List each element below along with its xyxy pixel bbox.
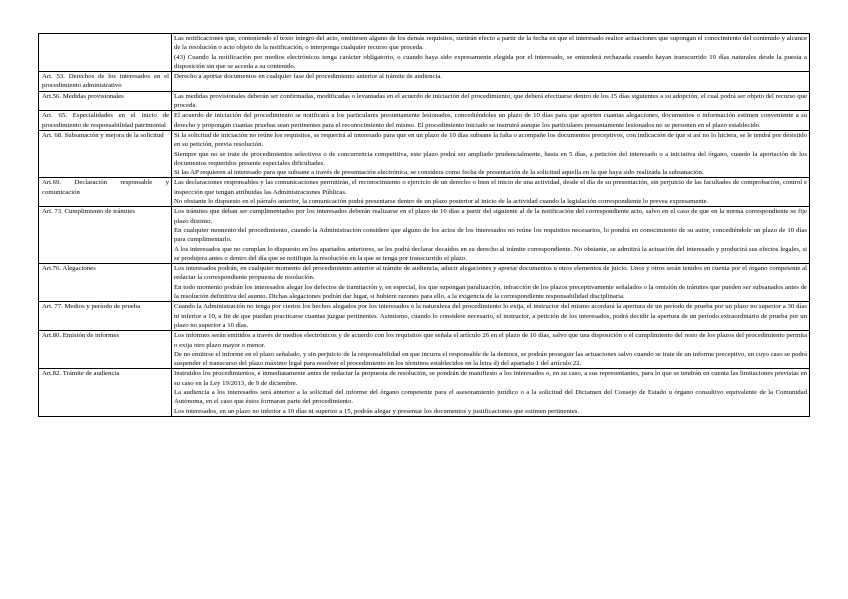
- paragraph: El acuerdo de iniciación del procedimiento se notificará a los particulares presuntamente lesionados, concediéndoles un plazo de 10 días para que aporten cuantas alegaciones, documentos o información estimen conveniente a su derecho y propongan cuantas pruebas sean pertinentes para el reconocimiento del mismo. El procedimiento iniciado se instruirá aunque los particulares presuntamente lesionados no se personen en el plazo establecido.: [174, 112, 807, 129]
- paragraph: (43) Cuando la notificación por medios electrónicos tenga carácter obligatorio, o cuando haya sido expresamente elegida por el interesado, se entenderá rechazada cuando hayan transcurrido 10 días naturales desde la puesta a disposición sin que se acceda a su contenido.: [174, 53, 807, 70]
- paragraph: Si la solicitud de iniciación no reúne los requisitos, se requerirá al interesado para que en un plazo de 10 días subsane la falta o acompañe los documentos preceptivos, con indicación de que si así no lo hiciera, se le tendrá por desistido en su petición, previa resolución.: [174, 131, 807, 149]
- paragraph: Las declaraciones responsables y las comunicaciones permitirán, el reconocimiento o ejercicio de un derecho o bien el inicio de una actividad, desde el día de su presentación, sin perjuicio de las facultades de comprobación, control e inspección que tengan atribuidas las Administraciones Públicas.: [174, 179, 807, 196]
- table-row: [39, 72, 810, 92]
- paragraph: Las medidas provisionales deberán ser confirmadas, modificadas o levantadas en el acuerdo de iniciación del procedimiento, que deberá efectuarse dentro de los 15 días siguientes a su adopción, el cual podrá ser objeto del recurso que proceda.: [174, 92, 807, 110]
- table-row: [39, 91, 810, 111]
- paragraph: Derecho a aportar documentos en cualquier fase del procedimiento anterior al trámite de audiencia.: [174, 73, 443, 81]
- paragraph: De no emitirse el informe en el plazo señalado, y sin perjuicio de la responsabilidad en que incurra el responsable de la demora, se podrán proseguir las actuaciones salvo cuando se trate de un informe preceptivo, en cuyo caso se podrá suspender el transcurso del plazo máximo legal para resolver el procedimiento en los términos establecidos en la letra d) del apartado 1 del artículo 22.: [174, 350, 807, 368]
- article-cell: [39, 34, 172, 72]
- article-cell: Art. 73. Cumplimiento de trámites: [39, 207, 172, 264]
- paragraph: Los interesados, en un plazo no inferior a 10 días ni superior a 15, podrán alegar y presentar los documentos y justificaciones que estimen pertinentes.: [174, 407, 580, 415]
- content-cell: [172, 331, 810, 369]
- paragraph: Los trámites que deban ser cumplimentados por los interesados deberán realizarse en el plazo de 10 días a partir del siguiente al de la notificación del correspondiente acto, salvo en el caso de que en la norma correspondiente se fije plazo distinto.: [174, 208, 807, 225]
- table-row: [39, 331, 810, 369]
- paragraph: Las notificaciones que, conteniendo el texto íntegro del acto, omitiesen alguno de los demás requisitos, surtirán efecto a partir de la fecha en que el interesado realice actuaciones que supongan el conocimiento del contenido y alcance de la resolución o acto objeto de la notificación, o interponga cualquier recurso que proceda.: [174, 35, 807, 52]
- paragraph: Cuando la Administración no tenga por ciertos los hechos alegados por los interesados o la naturaleza del procedimiento lo exija, el instructor del mismo acordará la apertura de un período de prueba por un plazo no superior a 30 días ni inferior a 10, a fin de que puedan practicarse cuantas juzgue pertinentes. Asimismo, cuando lo considere necesario, el instructor, a petición de los interesados, podrá decidir la apertura de un período extraordinario de prueba por un plazo no superior a 10 días.: [174, 303, 807, 329]
- paragraph: La audiencia a los interesados será anterior a la solicitud del informe del órgano competente para el asesoramiento jurídico o a la solicitud del Dictamen del Consejo de Estado u órgano consultivo equivalente de la Comunidad Autónoma, en el caso que éstos formaran parte del procedimiento.: [174, 388, 807, 406]
- article-cell: Art.56. Medidas provisionales: [39, 91, 172, 111]
- article-cell: Art. 77. Medios y período de prueba: [39, 302, 172, 331]
- article-cell: Art.76. Alegaciones: [39, 264, 172, 302]
- content-cell: [172, 130, 810, 177]
- paragraph: Instruidos los procedimientos, e inmediatamente antes de redactar la propuesta de resolución, se pondrán de manifiesto a los interesados o, en su caso, a sus representantes, para lo que se tendrán en cuenta las limitaciones previstas en su caso en la Ley 19/2013, de 9 de diciembre.: [174, 370, 807, 387]
- content-cell: [172, 207, 810, 264]
- article-cell: Art. 65. Especialidades en el inicio de procedimiento de responsabilidad patrimonial: [39, 111, 172, 131]
- table-row: [39, 34, 810, 72]
- content-cell: [172, 91, 810, 111]
- table-row: [39, 302, 810, 331]
- table-body: [39, 34, 810, 417]
- article-cell: Art.69. Declaración responsable y comunicación: [39, 178, 172, 207]
- procedure-deadlines-table: [38, 33, 810, 417]
- table-row: [39, 264, 810, 302]
- table-row: [39, 369, 810, 416]
- content-cell: [172, 111, 810, 131]
- paragraph: Los interesados podrán, en cualquier momento del procedimiento anterior al trámite de audiencia, aducir alegaciones y aportar documentos u otros elementos de juicio. Unos y otros serán tenidos en cuenta por el órgano competente al redactar la correspondiente propuesta de resolución.: [174, 265, 807, 282]
- paragraph: No obstante lo dispuesto en el párrafo anterior, la comunicación podrá presentarse dentro de un plazo posterior al inicio de la actividad cuando la legislación correspondiente lo prevea expresamente.: [174, 198, 709, 206]
- article-cell: Art. 53. Derechos de los interesados en el procedimiento administrativo: [39, 72, 172, 92]
- paragraph: En todo momento podrán los interesados alegar los defectos de tramitación y, en especial, los que supongan paralización, infracción de los plazos preceptivamente señalados o la omisión de trámites que pueden ser subsanados antes de la resolución definitiva del asunto. Dichas alegaciones podrán dar lugar, si hubiere razones para ello, a la exigencia de la correspondiente responsabilidad disciplinaria.: [174, 283, 807, 301]
- article-cell: Art. 68. Subsanación y mejora de la solicitud: [39, 130, 172, 177]
- article-cell: Art.80. Emisión de informes: [39, 331, 172, 369]
- table-row: [39, 178, 810, 207]
- paragraph: Si las AP requieren al interesado para que subsane a través de presentación electrónica, se considera como fecha de presentación de la solicitud aquella en la que haya sido realizada la subsanación.: [174, 169, 704, 177]
- content-cell: [172, 302, 810, 331]
- paragraph: A los interesados que no cumplan lo dispuesto en los apartados anteriores, se les podrá declarar decaídos en su derecho al trámite correspondiente. No obstante, se admitirá la actuación del interesado y producirá sus efectos legales, si se produjera antes o dentro del día que se notifique la resolución en la que se tenga por transcurrido el plazo.: [174, 245, 807, 262]
- table-row: [39, 130, 810, 177]
- content-cell: [172, 34, 810, 72]
- content-cell: [172, 369, 810, 416]
- content-cell: [172, 264, 810, 302]
- paragraph: En cualquier momento del procedimiento, cuando la Administración considere que alguno de los actos de los interesados no reúne los requisitos necesarios, lo pondrá en conocimiento de su autor, concediéndole un plazo de 10 días para cumplimentarlo.: [174, 226, 807, 244]
- table-row: [39, 111, 810, 131]
- table-row: [39, 207, 810, 264]
- content-cell: [172, 72, 810, 92]
- paragraph: Siempre que no se trate de procedimientos selectivos o de concurrencia competitiva, este plazo podrá ser ampliado prudencialmente, hasta en 5 días, a petición del interesado o a iniciativa del órgano, cuando la aportación de los documentos requeridos presente especiales dificultades.: [174, 150, 807, 167]
- content-cell: [172, 178, 810, 207]
- paragraph: Los informes serán emitidos a través de medios electrónicos y de acuerdo con los requisitos que señala el artículo 26 en el plazo de 10 días, salvo que una disposición o el cumplimiento del resto de los plazos del procedimiento permita o exija otro plazo mayor o menor.: [174, 332, 808, 349]
- article-cell: Art.82. Trámite de audiencia: [39, 369, 172, 416]
- document-page: [38, 33, 809, 417]
